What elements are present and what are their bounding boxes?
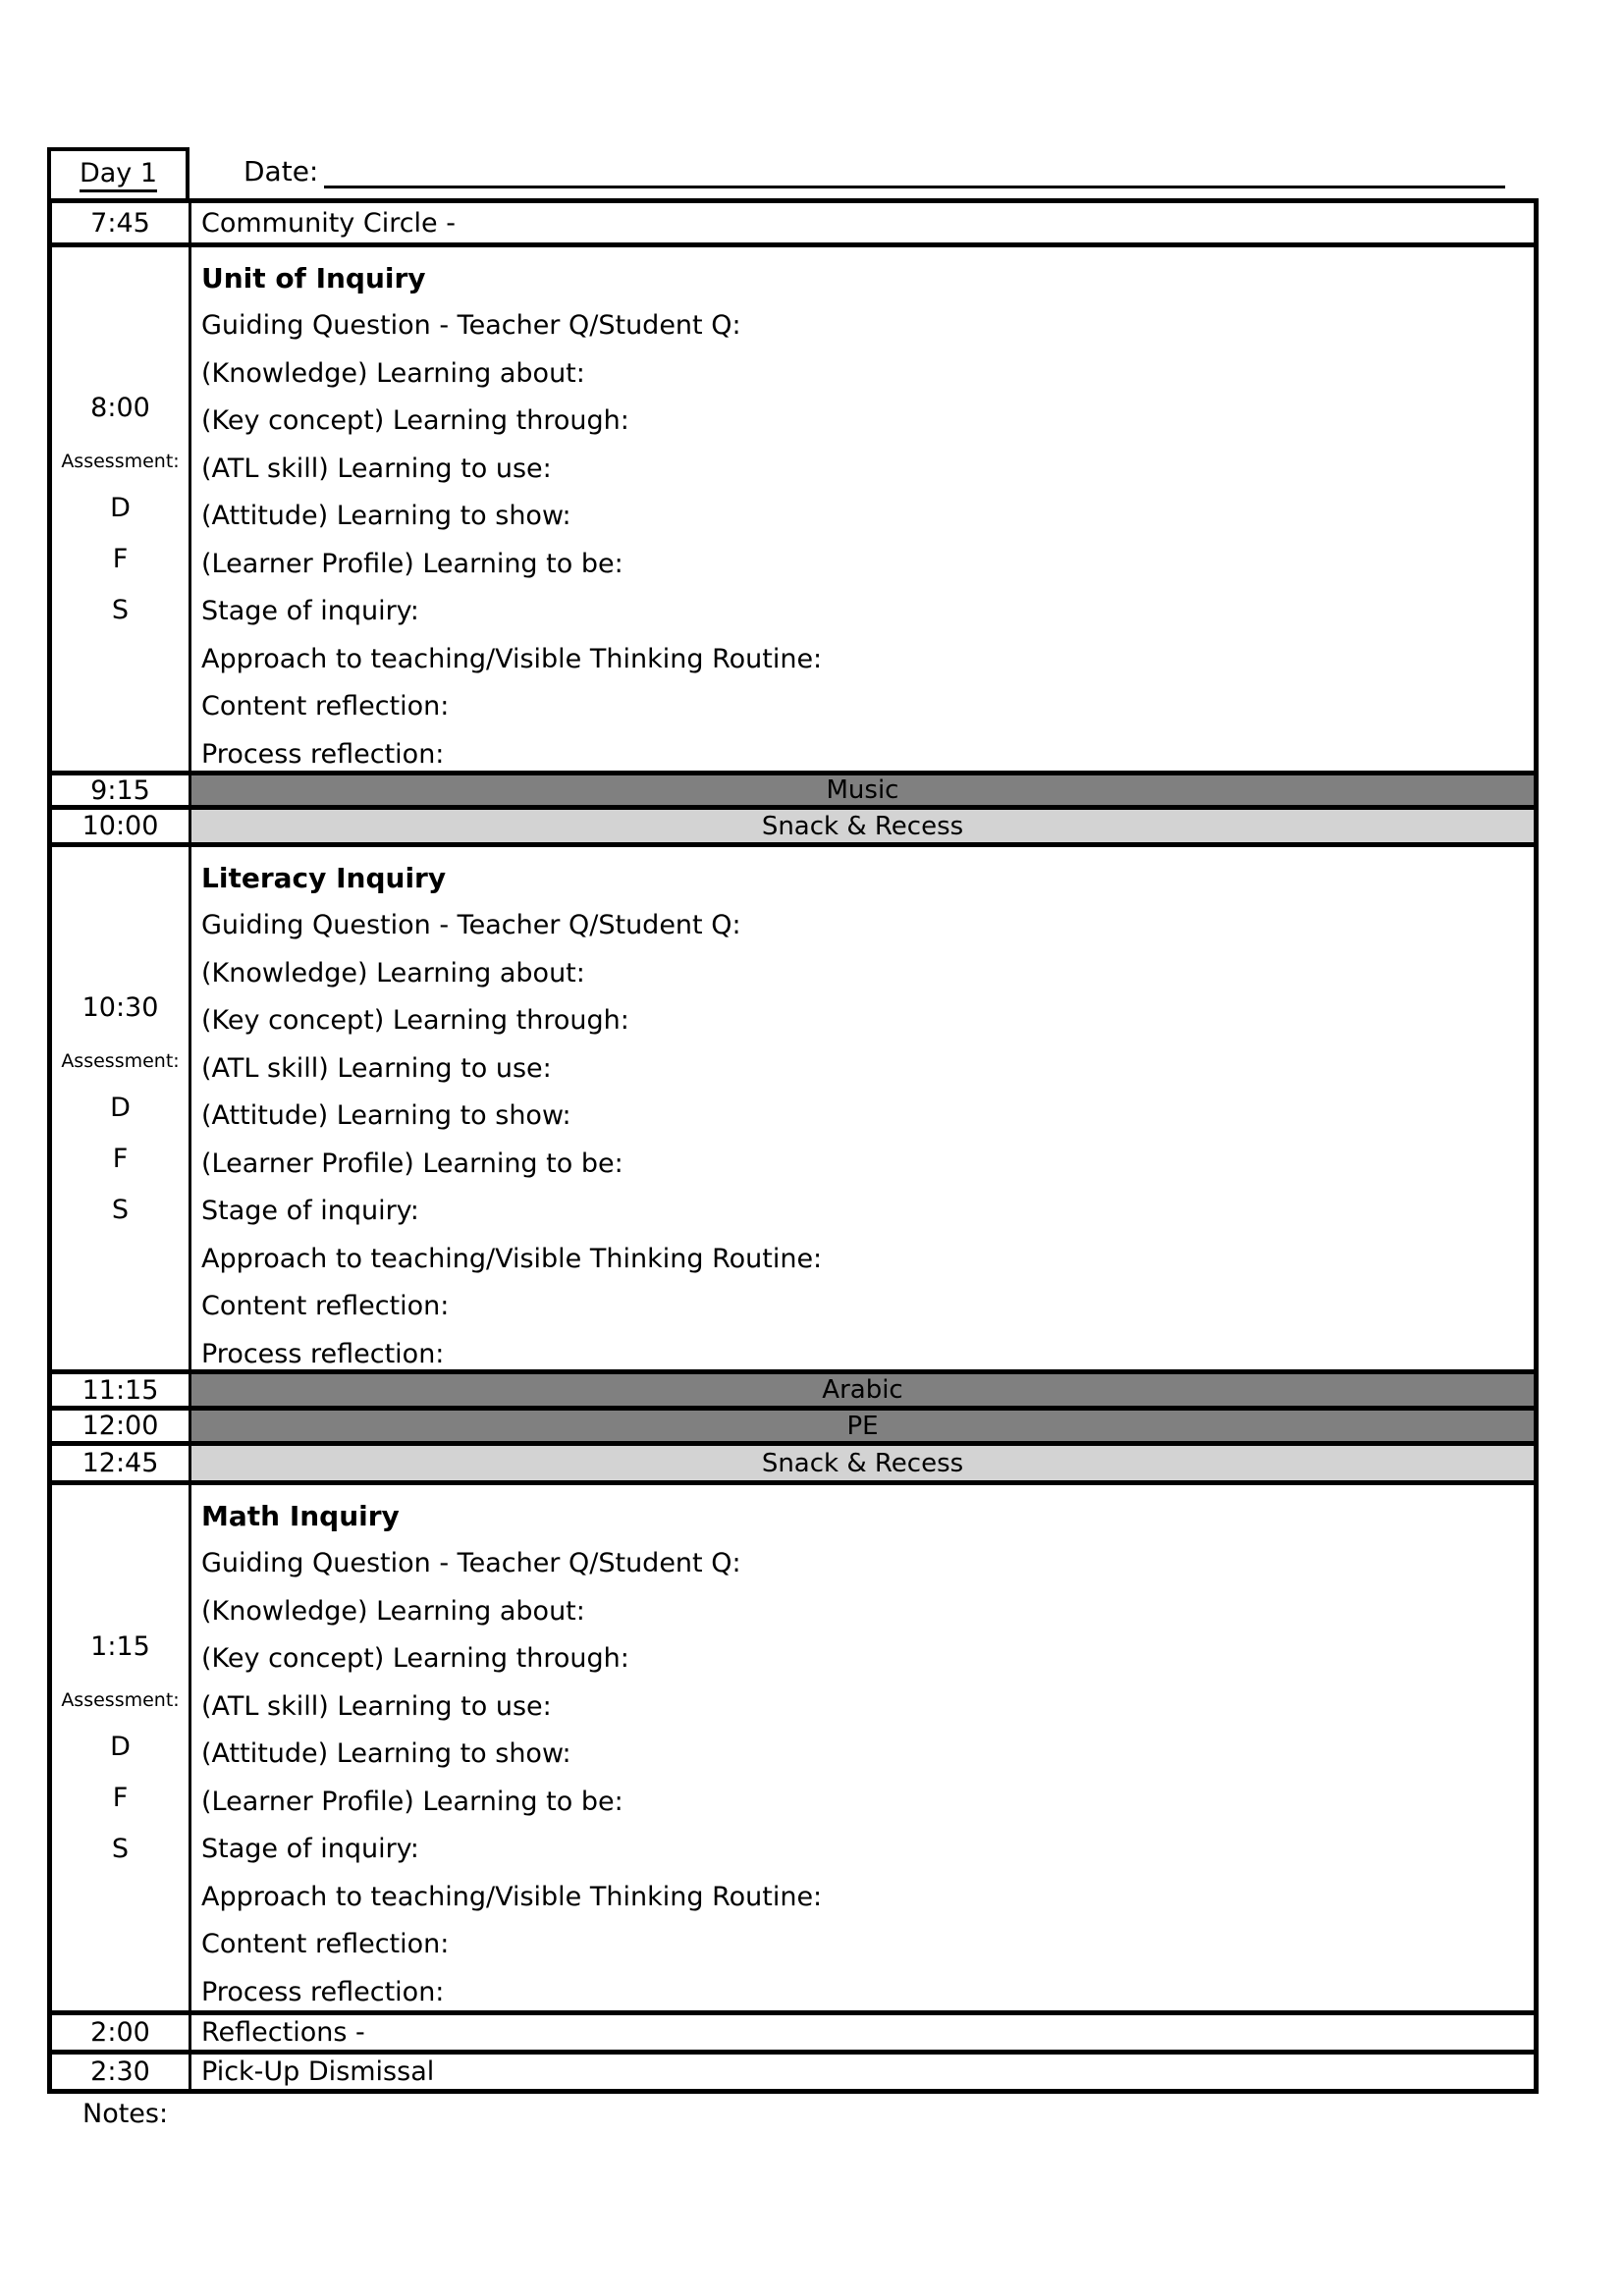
block-line: Approach to teaching/Visible Thinking Routine:	[201, 1881, 823, 1912]
day-label: Day 1	[80, 158, 157, 192]
block-line: Content reflection:	[201, 1929, 450, 1959]
block-line: Guiding Question - Teacher Q/Student Q:	[201, 310, 741, 341]
time-label: 9:15	[90, 774, 150, 806]
time-label: 2:30	[90, 2056, 150, 2087]
block-title: Literacy Inquiry	[201, 862, 447, 894]
activity-label: Pick-Up Dismissal	[201, 2056, 435, 2087]
time-cell	[52, 1411, 191, 1441]
block-line: Guiding Question - Teacher Q/Student Q:	[201, 910, 741, 940]
row-pickup-dismissal	[52, 2055, 1534, 2089]
block-line: (Learner Profile) Learning to be:	[201, 548, 623, 579]
row-literacy-inquiry	[52, 847, 1534, 1374]
time-cell	[52, 775, 191, 805]
block-line: (Learner Profile) Learning to be:	[201, 1786, 623, 1817]
block-line: Stage of inquiry:	[201, 1834, 419, 1864]
inquiry-block	[191, 1485, 1534, 2010]
assessment-label: Assessment:	[61, 451, 180, 472]
activity-band: PE	[191, 1411, 1534, 1441]
block-line: (Attitude) Learning to show:	[201, 1738, 571, 1769]
block-line: Stage of inquiry:	[201, 596, 419, 626]
block-line: (Key concept) Learning through:	[201, 1005, 629, 1036]
row-music	[52, 775, 1534, 810]
time-cell	[52, 247, 191, 771]
block-title: Unit of Inquiry	[201, 262, 426, 294]
time-label: 10:00	[81, 811, 159, 841]
activity-label: Reflections -	[201, 2017, 365, 2048]
block-line: (ATL skill) Learning to use:	[201, 453, 552, 484]
block-line: Process reflection:	[201, 1338, 445, 1369]
block-line: Process reflection:	[201, 1976, 445, 2007]
block-line: Guiding Question - Teacher Q/Student Q:	[201, 1548, 741, 1578]
row-snack-recess-2	[52, 1446, 1534, 1485]
time-label: 10:30	[81, 991, 159, 1023]
block-line: Approach to teaching/Visible Thinking Routine:	[201, 643, 823, 674]
schedule-table	[47, 198, 1539, 2094]
time-cell	[52, 203, 191, 242]
activity-band: Music	[191, 775, 1534, 805]
block-title: Math Inquiry	[201, 1500, 400, 1532]
time-cell	[52, 2015, 191, 2050]
assessment-mark-f: F	[112, 544, 129, 574]
row-snack-recess-1	[52, 810, 1534, 847]
time-label: 11:15	[81, 1374, 159, 1406]
block-line: (Knowledge) Learning about:	[201, 1595, 585, 1627]
row-unit-of-inquiry	[52, 247, 1534, 775]
time-cell	[52, 847, 191, 1369]
block-line: (Knowledge) Learning about:	[201, 957, 585, 988]
time-cell	[52, 1485, 191, 2010]
row-pe	[52, 1411, 1534, 1446]
assessment-mark-d: D	[110, 1092, 131, 1123]
block-line: (ATL skill) Learning to use:	[201, 1690, 552, 1722]
time-label: 2:00	[90, 2017, 150, 2048]
block-line: (Attitude) Learning to show:	[201, 1100, 571, 1131]
time-cell	[52, 1446, 191, 1480]
assessment-mark-f: F	[112, 1783, 129, 1813]
row-arabic	[52, 1374, 1534, 1411]
assessment-mark-d: D	[110, 493, 131, 523]
date-blank-line	[324, 157, 1505, 188]
time-cell	[52, 2055, 191, 2089]
assessment-label: Assessment:	[61, 1689, 180, 1711]
block-line: (Attitude) Learning to show:	[201, 501, 571, 531]
block-line: Content reflection:	[201, 691, 450, 721]
block-line: (Key concept) Learning through:	[201, 1643, 629, 1674]
block-line: Stage of inquiry:	[201, 1196, 419, 1226]
inquiry-block	[191, 847, 1534, 1369]
activity-band: Snack & Recess	[191, 810, 1534, 842]
row-math-inquiry	[52, 1485, 1534, 2015]
assessment-mark-f: F	[112, 1143, 129, 1174]
block-line: (Knowledge) Learning about:	[201, 357, 585, 389]
time-cell	[52, 1374, 191, 1406]
assessment-mark-s: S	[111, 595, 130, 625]
block-line: Approach to teaching/Visible Thinking Routine:	[201, 1243, 823, 1274]
time-label: 12:45	[81, 1448, 159, 1478]
time-label: 8:00	[90, 393, 150, 423]
block-line: (Learner Profile) Learning to be:	[201, 1148, 623, 1179]
activity-band: Snack & Recess	[191, 1446, 1534, 1480]
time-label: 1:15	[90, 1631, 150, 1662]
block-line: Process reflection:	[201, 738, 445, 770]
assessment-mark-s: S	[111, 1834, 130, 1864]
time-cell	[52, 810, 191, 842]
row-reflections	[52, 2015, 1534, 2055]
assessment-mark-s: S	[111, 1194, 130, 1225]
block-line: (Key concept) Learning through:	[201, 405, 629, 436]
time-label: 7:45	[90, 207, 150, 239]
activity-band: Arabic	[191, 1374, 1534, 1406]
row-community-circle	[52, 203, 1534, 247]
notes-label: Notes:	[82, 2099, 169, 2129]
assessment-label: Assessment:	[61, 1049, 180, 1072]
block-line: Content reflection:	[201, 1291, 450, 1321]
date-label: Date:	[244, 155, 319, 187]
day-box	[47, 147, 189, 198]
time-label: 12:00	[81, 1411, 159, 1441]
activity-label: Community Circle -	[201, 207, 456, 239]
assessment-mark-d: D	[110, 1732, 131, 1762]
block-line: (ATL skill) Learning to use:	[201, 1052, 552, 1084]
inquiry-block	[191, 247, 1534, 771]
